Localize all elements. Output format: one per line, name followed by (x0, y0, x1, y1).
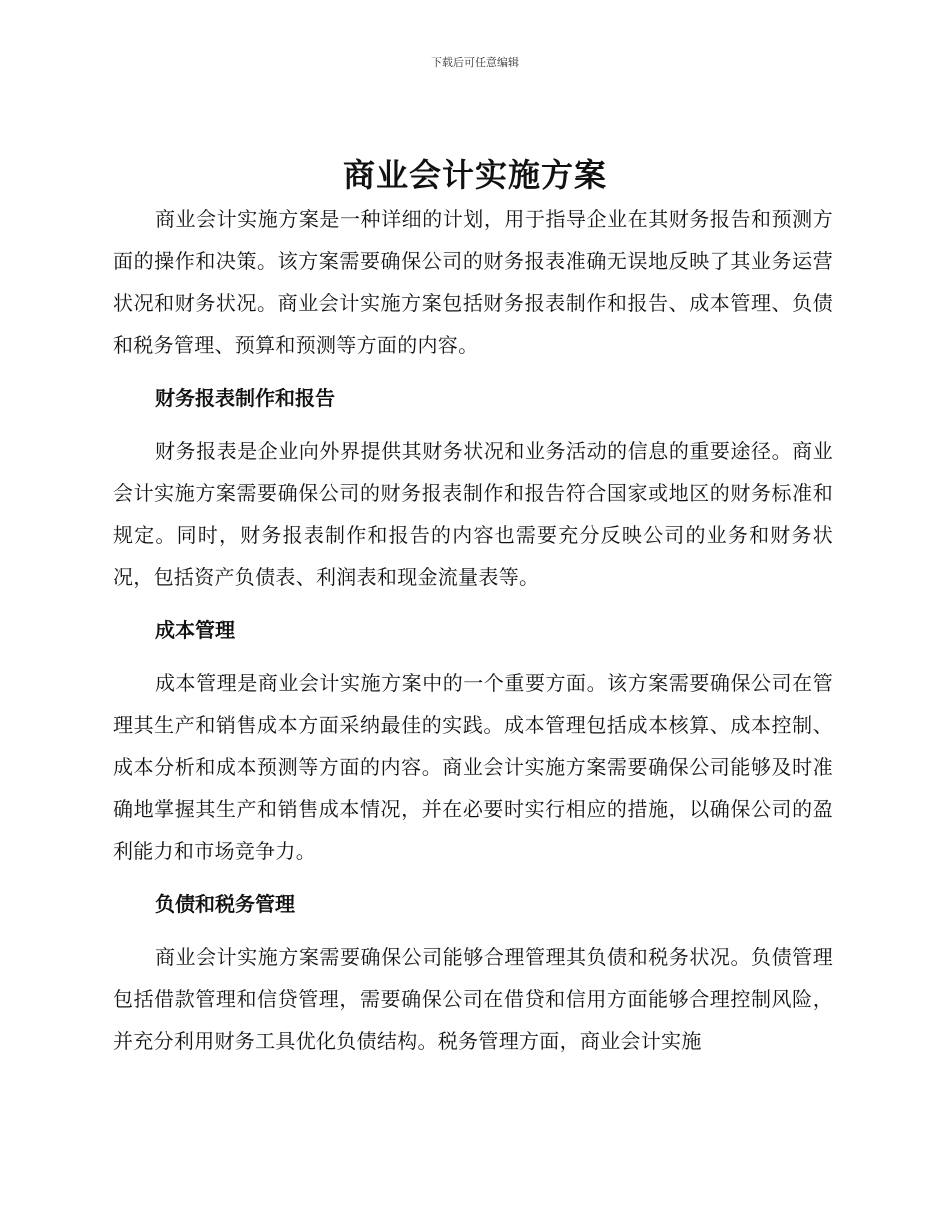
section-body-financial-reports: 财务报表是企业向外界提供其财务状况和业务活动的信息的重要途径。商业会计实施方案需要确保公司的财务报表制作和报告符合国家或地区的财务标准和规定。同时，财务报表制作和报告的内容也需要充分反映公司的业务和财务状况，包括资产负债表、利润表和现金流量表等。 (113, 439, 833, 589)
document-title: 商业会计实施方案 (342, 156, 607, 194)
intro-paragraph: 商业会计实施方案是一种详细的计划，用于指导企业在其财务报告和预测方面的操作和决策。该方案需要确保公司的财务报表准确无误地反映了其业务运营状况和财务状况。商业会计实施方案包括财务报表制作和报告、成本管理、负债和税务管理、预算和预测等方面的内容。 (113, 207, 833, 357)
section-body-debt-tax-management: 商业会计实施方案需要确保公司能够合理管理其负债和税务状况。负债管理包括借款管理和信贷管理，需要确保公司在借贷和信用方面能够合理控制风险，并充分利用财务工具优化负债结构。税务管理方面，商业会计实施 (113, 945, 833, 1053)
document-body (113, 198, 833, 1062)
section-heading-debt-tax-management: 负债和税务管理 (155, 892, 295, 916)
section-body-cost-management: 成本管理是商业会计实施方案中的一个重要方面。该方案需要确保公司在管理其生产和销售成本方面采纳最佳的实践。成本管理包括成本核算、成本控制、成本分析和成本预测等方面的内容。商业会计实施方案需要确保公司能够及时准确地掌握其生产和销售成本情况，并在必要时实行相应的措施，以确保公司的盈利能力和市场竞争力。 (113, 671, 833, 863)
header-note: 下载后可任意编辑 (431, 56, 519, 69)
section-heading-cost-management: 成本管理 (155, 618, 235, 642)
section-heading-financial-reports: 财务报表制作和报告 (155, 386, 335, 410)
